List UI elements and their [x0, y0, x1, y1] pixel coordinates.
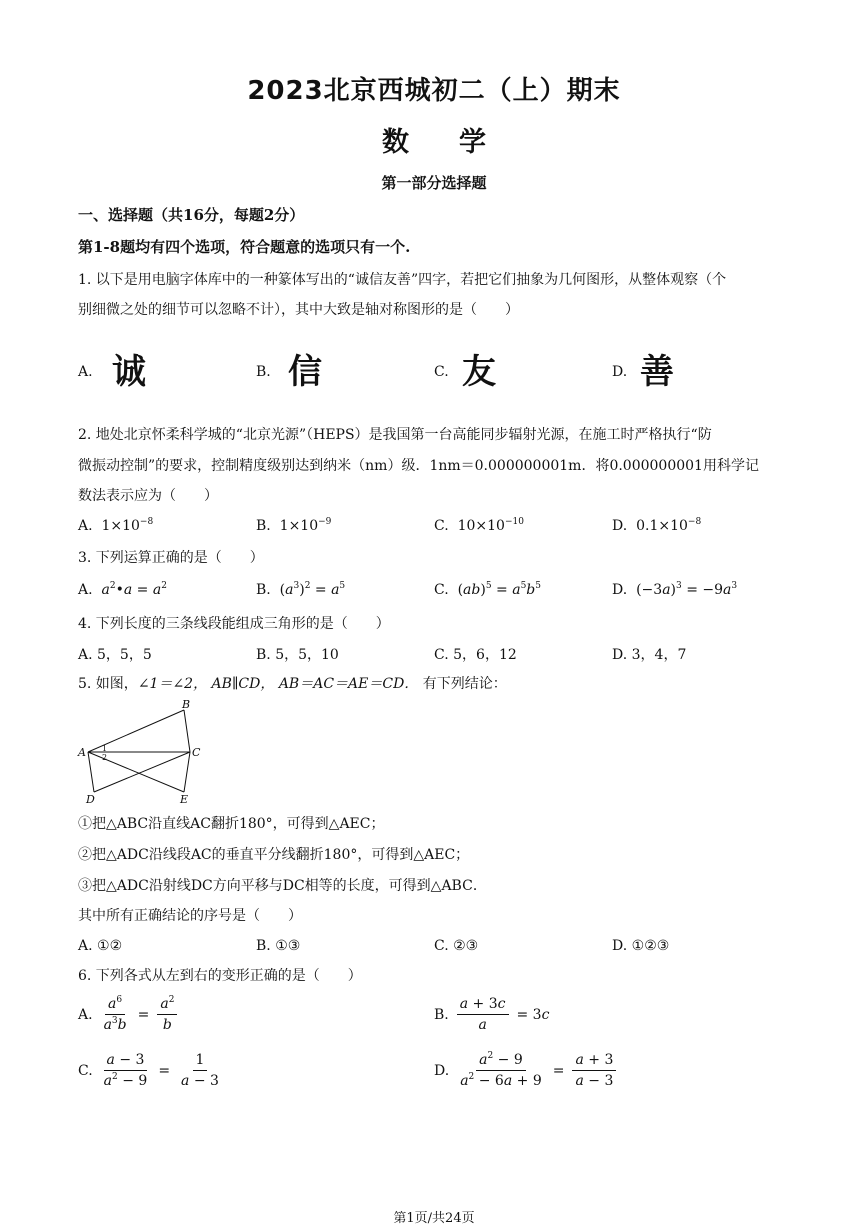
- q4-option-d: D. 3，4，7: [612, 647, 687, 663]
- q2-stem-line3: 数法表示应为（ ）: [78, 488, 218, 504]
- q3-stem: 3. 下列运算正确的是（ ）: [78, 550, 264, 566]
- segment-ad: [88, 752, 94, 792]
- q5-option-c: C. ②③: [434, 938, 479, 954]
- q1-stem-line1: 1. 以下是用电脑字体库中的一种篆体写出的“诚信友善”四字，若把它们抽象为几何图形，从整体观察（个: [78, 272, 727, 288]
- q4-stem: 4. 下列长度的三条线段能组成三角形的是（ ）: [78, 616, 390, 632]
- q2-option-c: C. $10\times 10^{-10}$: [434, 517, 524, 534]
- segment-dc: [94, 752, 190, 792]
- label-c: C: [192, 746, 201, 759]
- part-heading: 第一部分选择题: [381, 174, 487, 192]
- q2-stem-line2: 微振动控制”的要求，控制精度级别达到纳米（nm）级．1nm＝0.000000001m．将0.000000001用科学记: [78, 458, 759, 474]
- page-title: 2023北京西城初二（上）期末: [247, 76, 621, 106]
- q5-ask: 其中所有正确结论的序号是（ ）: [78, 908, 302, 924]
- q4-option-b: B. 5，5，10: [256, 647, 339, 663]
- q1-stem-line2: 别细微之处的细节可以忽略不计），其中大致是轴对称图形的是（ ）: [78, 302, 519, 318]
- section-heading: 一、选择题（共16分，每题2分）: [78, 206, 305, 224]
- q3-option-c: C. $(ab)^5 = a^5b^5$: [434, 581, 541, 598]
- q1-option-c-glyph: 友: [462, 352, 496, 392]
- label-angle-2: 2: [102, 753, 108, 762]
- q5-stem: 5. 如图，∠1＝∠2， AB∥CD， AB＝AC＝AE＝CD． 有下列结论：: [78, 676, 507, 692]
- q3-option-d: D. $(-3a)^3 = -9a^3$: [612, 581, 738, 598]
- q5-conclusion-3: ③把△ADC沿射线DC方向平移与DC相等的长度，可得到△ABC．: [78, 878, 487, 894]
- q6-option-d: D. $\frac{a^2 - 9}{a^2 - 6a + 9}$ = $\frac{a + 3}{a - 3}$: [434, 1052, 616, 1089]
- label-angle-1: 1: [102, 744, 108, 753]
- segment-bc: [184, 710, 190, 752]
- q6-stem: 6. 下列各式从左到右的变形正确的是（ ）: [78, 968, 362, 984]
- q3-option-a: A. $a^2•a = a^2$: [78, 581, 167, 598]
- q1-option-c-label: C.: [434, 364, 449, 380]
- q5-option-d: D. ①②③: [612, 938, 670, 954]
- section-instruction: 第1-8题均有四个选项，符合题意的选项只有一个.: [78, 238, 411, 256]
- q2-stem-line1: 2. 地处北京怀柔科学城的“北京光源”（HEPS）是我国第一台高能同步辐射光源，在施工时严格执行“防: [78, 427, 712, 443]
- q6-option-c: C. $\frac{a - 3}{a^2 - 9}$ = $\frac{1}{a - 3}$: [78, 1052, 219, 1089]
- q5-conclusion-1: ①把△ABC沿直线AC翻折180°，可得到△AEC；: [78, 816, 385, 832]
- q2-option-a: A. $1\times 10^{-8}$: [78, 517, 154, 534]
- q2-option-b: B. $1\times 10^{-9}$: [256, 517, 332, 534]
- label-a: A: [78, 746, 86, 759]
- q5-conclusion-2: ②把△ADC沿线段AC的垂直平分线翻折180°，可得到△AEC；: [78, 847, 470, 863]
- q1-option-b-glyph: 信: [288, 352, 322, 392]
- q1-option-d-glyph: 善: [640, 352, 674, 392]
- q4-option-c: C. 5，6，12: [434, 647, 517, 663]
- q5-option-a: A. ①②: [78, 938, 123, 954]
- label-e: E: [180, 793, 189, 806]
- q5-option-b: B. ①③: [256, 938, 301, 954]
- q1-option-a-glyph: 诚: [112, 352, 146, 392]
- subject-title: 数学: [382, 127, 536, 158]
- q1-option-a-label: A.: [78, 364, 93, 380]
- q1-option-b-label: B.: [256, 364, 271, 380]
- q2-option-d: D. $0.1\times 10^{-8}$: [612, 517, 702, 534]
- q3-option-b: B. $(a^3)^2 = a^5$: [256, 581, 346, 598]
- label-d: D: [86, 793, 95, 806]
- label-b: B: [182, 698, 191, 711]
- segment-ec: [184, 752, 190, 792]
- q1-option-d-label: D.: [612, 364, 628, 380]
- q5-figure: [76, 698, 206, 806]
- page-footer: 第1页/共24页: [393, 1211, 475, 1226]
- q4-option-a: A. 5，5，5: [78, 647, 152, 663]
- q6-option-b: B. $\frac{a + 3c}{a}$ = 3c: [434, 996, 550, 1033]
- q6-option-a: A. $\frac{a^6}{a^3b}$ = $\frac{a^2}{b}$: [78, 996, 177, 1033]
